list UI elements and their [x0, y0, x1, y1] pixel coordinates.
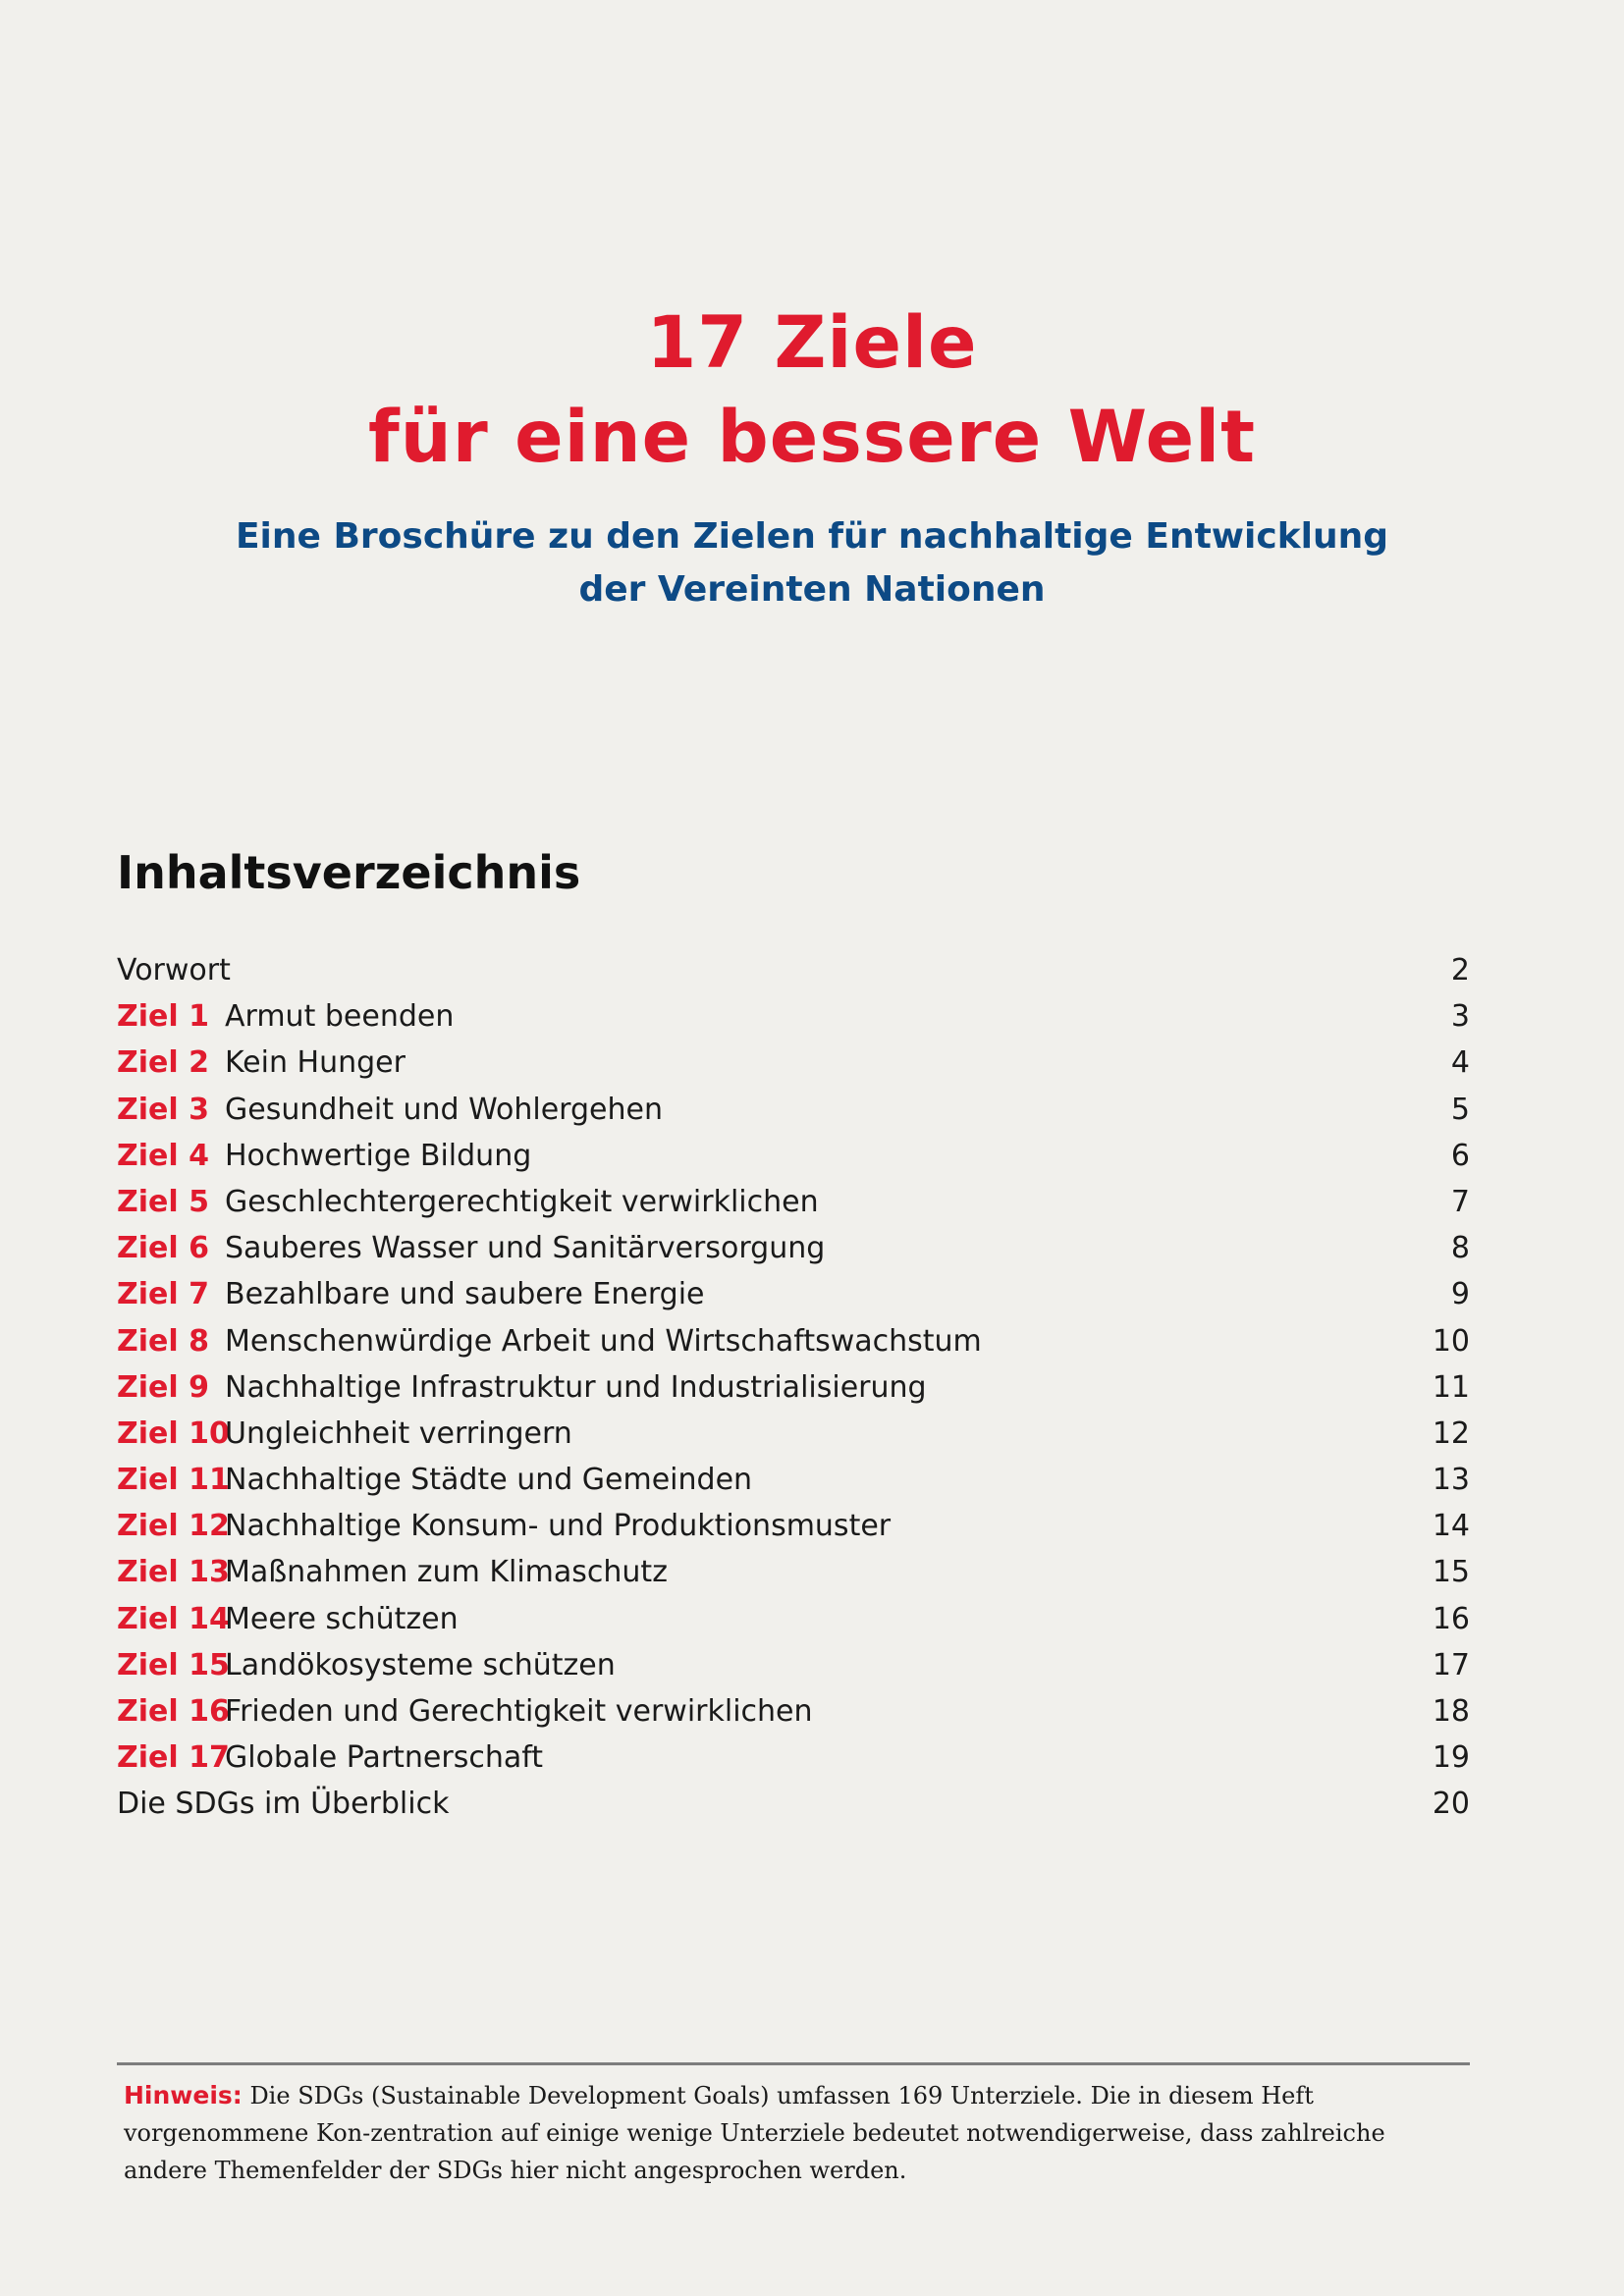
toc-entry-goal-3[interactable] — [117, 1087, 1470, 1133]
page-title — [0, 296, 1624, 485]
toc-entry-title: Meere schützen — [225, 1601, 459, 1636]
toc-goal-label: Ziel 9 — [117, 1369, 209, 1405]
toc-entry-title: Menschenwürdige Arbeit und Wirtschaftswachstum — [225, 1323, 982, 1359]
toc-entry-title: Nachhaltige Konsum- und Produktionsmuster — [225, 1509, 892, 1544]
note-box — [124, 2077, 1469, 2189]
toc-entry-goal-2[interactable] — [117, 1040, 1470, 1086]
toc-goal-label: Ziel 14 — [117, 1601, 230, 1636]
toc-entry-title: Maßnahmen zum Klimaschutz — [225, 1555, 668, 1590]
page-subtitle — [0, 510, 1624, 616]
toc-entry-page: 4 — [1450, 1045, 1470, 1081]
toc-entry-title: Sauberes Wasser und Sanitärversorgung — [225, 1231, 826, 1266]
toc-goal-label: Ziel 13 — [117, 1555, 230, 1590]
toc-entry-goal-10[interactable] — [117, 1411, 1470, 1457]
note-text: Die SDGs (Sustainable Development Goals) umfassen 169 Unterziele. Die in diesem Heft vorgenommene Kon-zentration auf einige wenige Unterziele bedeutet notwendigerweise, dass zahlreiche andere Themenfelder der SDGs hier nicht angesprochen werden. — [124, 2082, 1385, 2184]
toc-entry-title: Ungleichheit verringern — [225, 1415, 572, 1451]
subtitle-line-2: der Vereinten Nationen — [578, 569, 1046, 610]
toc-entry-page: 10 — [1432, 1323, 1470, 1359]
toc-entry-title: Hochwertige Bildung — [225, 1138, 532, 1173]
toc-entry-sdgs-overview[interactable] — [117, 1781, 1470, 1827]
toc-goal-label: Ziel 11 — [117, 1463, 230, 1498]
toc-entry-page: 17 — [1432, 1647, 1470, 1682]
toc-entry-goal-12[interactable] — [117, 1503, 1470, 1549]
toc-entry-title: Frieden und Gerechtigkeit verwirklichen — [225, 1694, 813, 1729]
toc-entry-page: 8 — [1450, 1231, 1470, 1266]
toc-entry-title: Nachhaltige Infrastruktur und Industrialisierung — [225, 1369, 927, 1405]
toc-entry-title: Gesundheit und Wohlergehen — [225, 1092, 663, 1127]
toc-entry-goal-9[interactable] — [117, 1364, 1470, 1411]
toc-goal-label: Ziel 17 — [117, 1740, 230, 1776]
toc-entry-vorwort[interactable] — [117, 947, 1470, 993]
toc-entry-title: Globale Partnerschaft — [225, 1740, 544, 1776]
toc-entry-goal-11[interactable] — [117, 1457, 1470, 1503]
toc-entry-page: 15 — [1432, 1555, 1470, 1590]
toc-goal-label: Ziel 16 — [117, 1694, 230, 1729]
toc-entry-goal-4[interactable] — [117, 1133, 1470, 1179]
note-divider — [117, 2062, 1470, 2065]
toc-entry-page: 2 — [1450, 953, 1470, 988]
toc-entry-goal-14[interactable] — [117, 1596, 1470, 1642]
toc-entry-goal-8[interactable] — [117, 1318, 1470, 1364]
toc-goal-label: Ziel 6 — [117, 1231, 209, 1266]
toc-goal-label: Ziel 8 — [117, 1323, 209, 1359]
toc-entry-page: 11 — [1432, 1369, 1470, 1405]
toc-goal-label: Ziel 2 — [117, 1045, 209, 1081]
toc-entry-page: 7 — [1450, 1184, 1470, 1219]
toc-goal-label: Ziel 1 — [117, 999, 209, 1035]
toc-entry-goal-1[interactable] — [117, 993, 1470, 1040]
toc-entry-page: 19 — [1432, 1740, 1470, 1776]
toc-entry-page: 13 — [1432, 1463, 1470, 1498]
toc-entry-title: Landökosysteme schützen — [225, 1647, 616, 1682]
subtitle-line-1: Eine Broschüre zu den Zielen für nachhaltige Entwicklung — [235, 516, 1389, 557]
toc-entry-title: Kein Hunger — [225, 1045, 406, 1081]
toc-entry-goal-7[interactable] — [117, 1271, 1470, 1317]
toc-goal-label: Ziel 3 — [117, 1092, 209, 1127]
title-line-2: für eine bessere Welt — [367, 396, 1257, 479]
toc-entry-goal-15[interactable] — [117, 1642, 1470, 1688]
toc-entry-title: Vorwort — [117, 953, 231, 988]
toc-entry-goal-13[interactable] — [117, 1549, 1470, 1595]
toc-entry-page: 18 — [1432, 1694, 1470, 1729]
toc-entry-page: 12 — [1432, 1415, 1470, 1451]
toc-entry-title: Die SDGs im Überblick — [117, 1787, 450, 1822]
toc-entry-page: 14 — [1432, 1509, 1470, 1544]
toc-goal-label: Ziel 5 — [117, 1184, 209, 1219]
table-of-contents — [117, 947, 1470, 1828]
note-label: Hinweis: — [124, 2081, 243, 2109]
title-line-1: 17 Ziele — [646, 301, 978, 385]
toc-entry-goal-6[interactable] — [117, 1225, 1470, 1271]
toc-entry-page: 6 — [1450, 1138, 1470, 1173]
toc-entry-page: 5 — [1450, 1092, 1470, 1127]
toc-entry-page: 20 — [1432, 1787, 1470, 1822]
toc-entry-title: Geschlechtergerechtigkeit verwirklichen — [225, 1184, 819, 1219]
toc-entry-goal-5[interactable] — [117, 1179, 1470, 1225]
toc-goal-label: Ziel 4 — [117, 1138, 209, 1173]
toc-entry-page: 16 — [1432, 1601, 1470, 1636]
toc-entry-title: Nachhaltige Städte und Gemeinden — [225, 1463, 753, 1498]
toc-entry-page: 3 — [1450, 999, 1470, 1035]
toc-entry-title: Bezahlbare und saubere Energie — [225, 1277, 705, 1312]
toc-entry-goal-16[interactable] — [117, 1688, 1470, 1735]
toc-heading: Inhaltsverzeichnis — [117, 846, 581, 899]
toc-goal-label: Ziel 7 — [117, 1277, 209, 1312]
toc-goal-label: Ziel 15 — [117, 1647, 230, 1682]
toc-goal-label: Ziel 12 — [117, 1509, 230, 1544]
toc-goal-label: Ziel 10 — [117, 1415, 230, 1451]
toc-entry-page: 9 — [1450, 1277, 1470, 1312]
toc-entry-goal-17[interactable] — [117, 1735, 1470, 1781]
toc-entry-title: Armut beenden — [225, 999, 455, 1035]
